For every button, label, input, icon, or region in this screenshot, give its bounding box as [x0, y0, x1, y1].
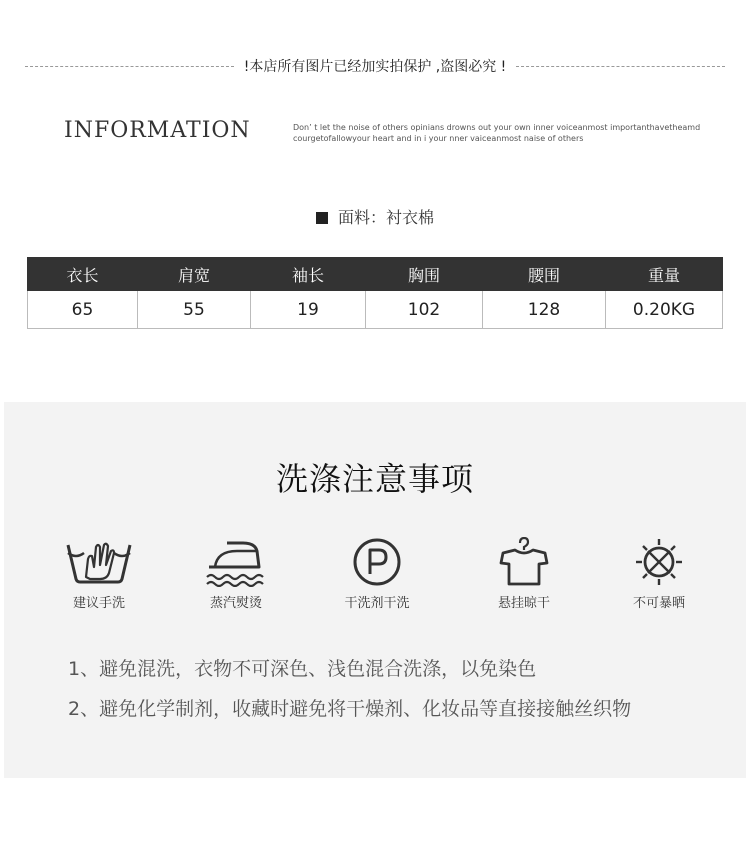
- information-subtext-line-1: Don’ t let the noise of others opinians drowns out your own inner voiceanmost importanthavetheamd: [293, 123, 701, 132]
- hand-wash-icon: [64, 537, 134, 587]
- value-shoulder: 55: [138, 291, 251, 329]
- care-item-hang-dry: [469, 537, 579, 611]
- value-sleeve: 19: [251, 291, 366, 329]
- header-length: 衣长: [28, 258, 138, 291]
- care-label-hang-dry: 悬挂晾干: [497, 596, 550, 611]
- copyright-notice: [25, 52, 725, 80]
- fabric-label: 面料：衬衣棉: [337, 208, 434, 227]
- information-subtext-line-2: courgetofallowyour heart and in i your nner vaiceanmost naise of others: [293, 134, 584, 143]
- steam-iron-icon: [201, 537, 271, 587]
- care-item-no-sun: [604, 537, 714, 611]
- header-weight: 重量: [606, 258, 723, 291]
- care-item-hand-wash: [44, 537, 154, 611]
- dashed-divider-right: [516, 66, 725, 67]
- header-chest: 胸围: [366, 258, 483, 291]
- care-label-dry-clean: 干洗剂干洗: [344, 596, 410, 611]
- size-table-header-row: [28, 258, 723, 291]
- copyright-notice-text: !本店所有图片已经加实拍保护 ,盗图必究 !: [243, 59, 507, 75]
- value-weight: 0.20KG: [606, 291, 723, 329]
- dry-clean-icon: [342, 537, 412, 587]
- care-title: 洗涤注意事项: [275, 460, 474, 498]
- no-sun-icon: [624, 537, 694, 587]
- value-waist: 128: [483, 291, 606, 329]
- hang-dry-icon: [489, 537, 559, 587]
- square-bullet-icon: [316, 212, 328, 224]
- care-label-steam-iron: 蒸汽熨烫: [209, 596, 262, 611]
- value-chest: 102: [366, 291, 483, 329]
- care-section: [4, 402, 746, 778]
- information-heading: INFORMATION: [64, 118, 251, 143]
- care-tip-1: 1、避免混洗，衣物不可深色、浅色混合洗涤，以免染色: [68, 658, 537, 680]
- care-label-hand-wash: 建议手洗: [72, 596, 125, 611]
- care-tip-2: 2、避免化学制剂，收藏时避免将干燥剂、化妆品等直接接触丝织物: [68, 698, 632, 720]
- size-table-value-row: [28, 291, 723, 329]
- header-sleeve: 袖长: [251, 258, 366, 291]
- dashed-divider-left: [25, 66, 234, 67]
- care-item-steam-iron: [181, 537, 291, 611]
- care-label-no-sun: 不可暴晒: [632, 596, 685, 611]
- care-item-dry-clean: [322, 537, 432, 611]
- header-shoulder: 肩宽: [138, 258, 251, 291]
- value-length: 65: [28, 291, 138, 329]
- fabric-info: [0, 205, 750, 228]
- size-table: [27, 257, 723, 329]
- information-subtext: [293, 122, 723, 144]
- header-waist: 腰围: [483, 258, 606, 291]
